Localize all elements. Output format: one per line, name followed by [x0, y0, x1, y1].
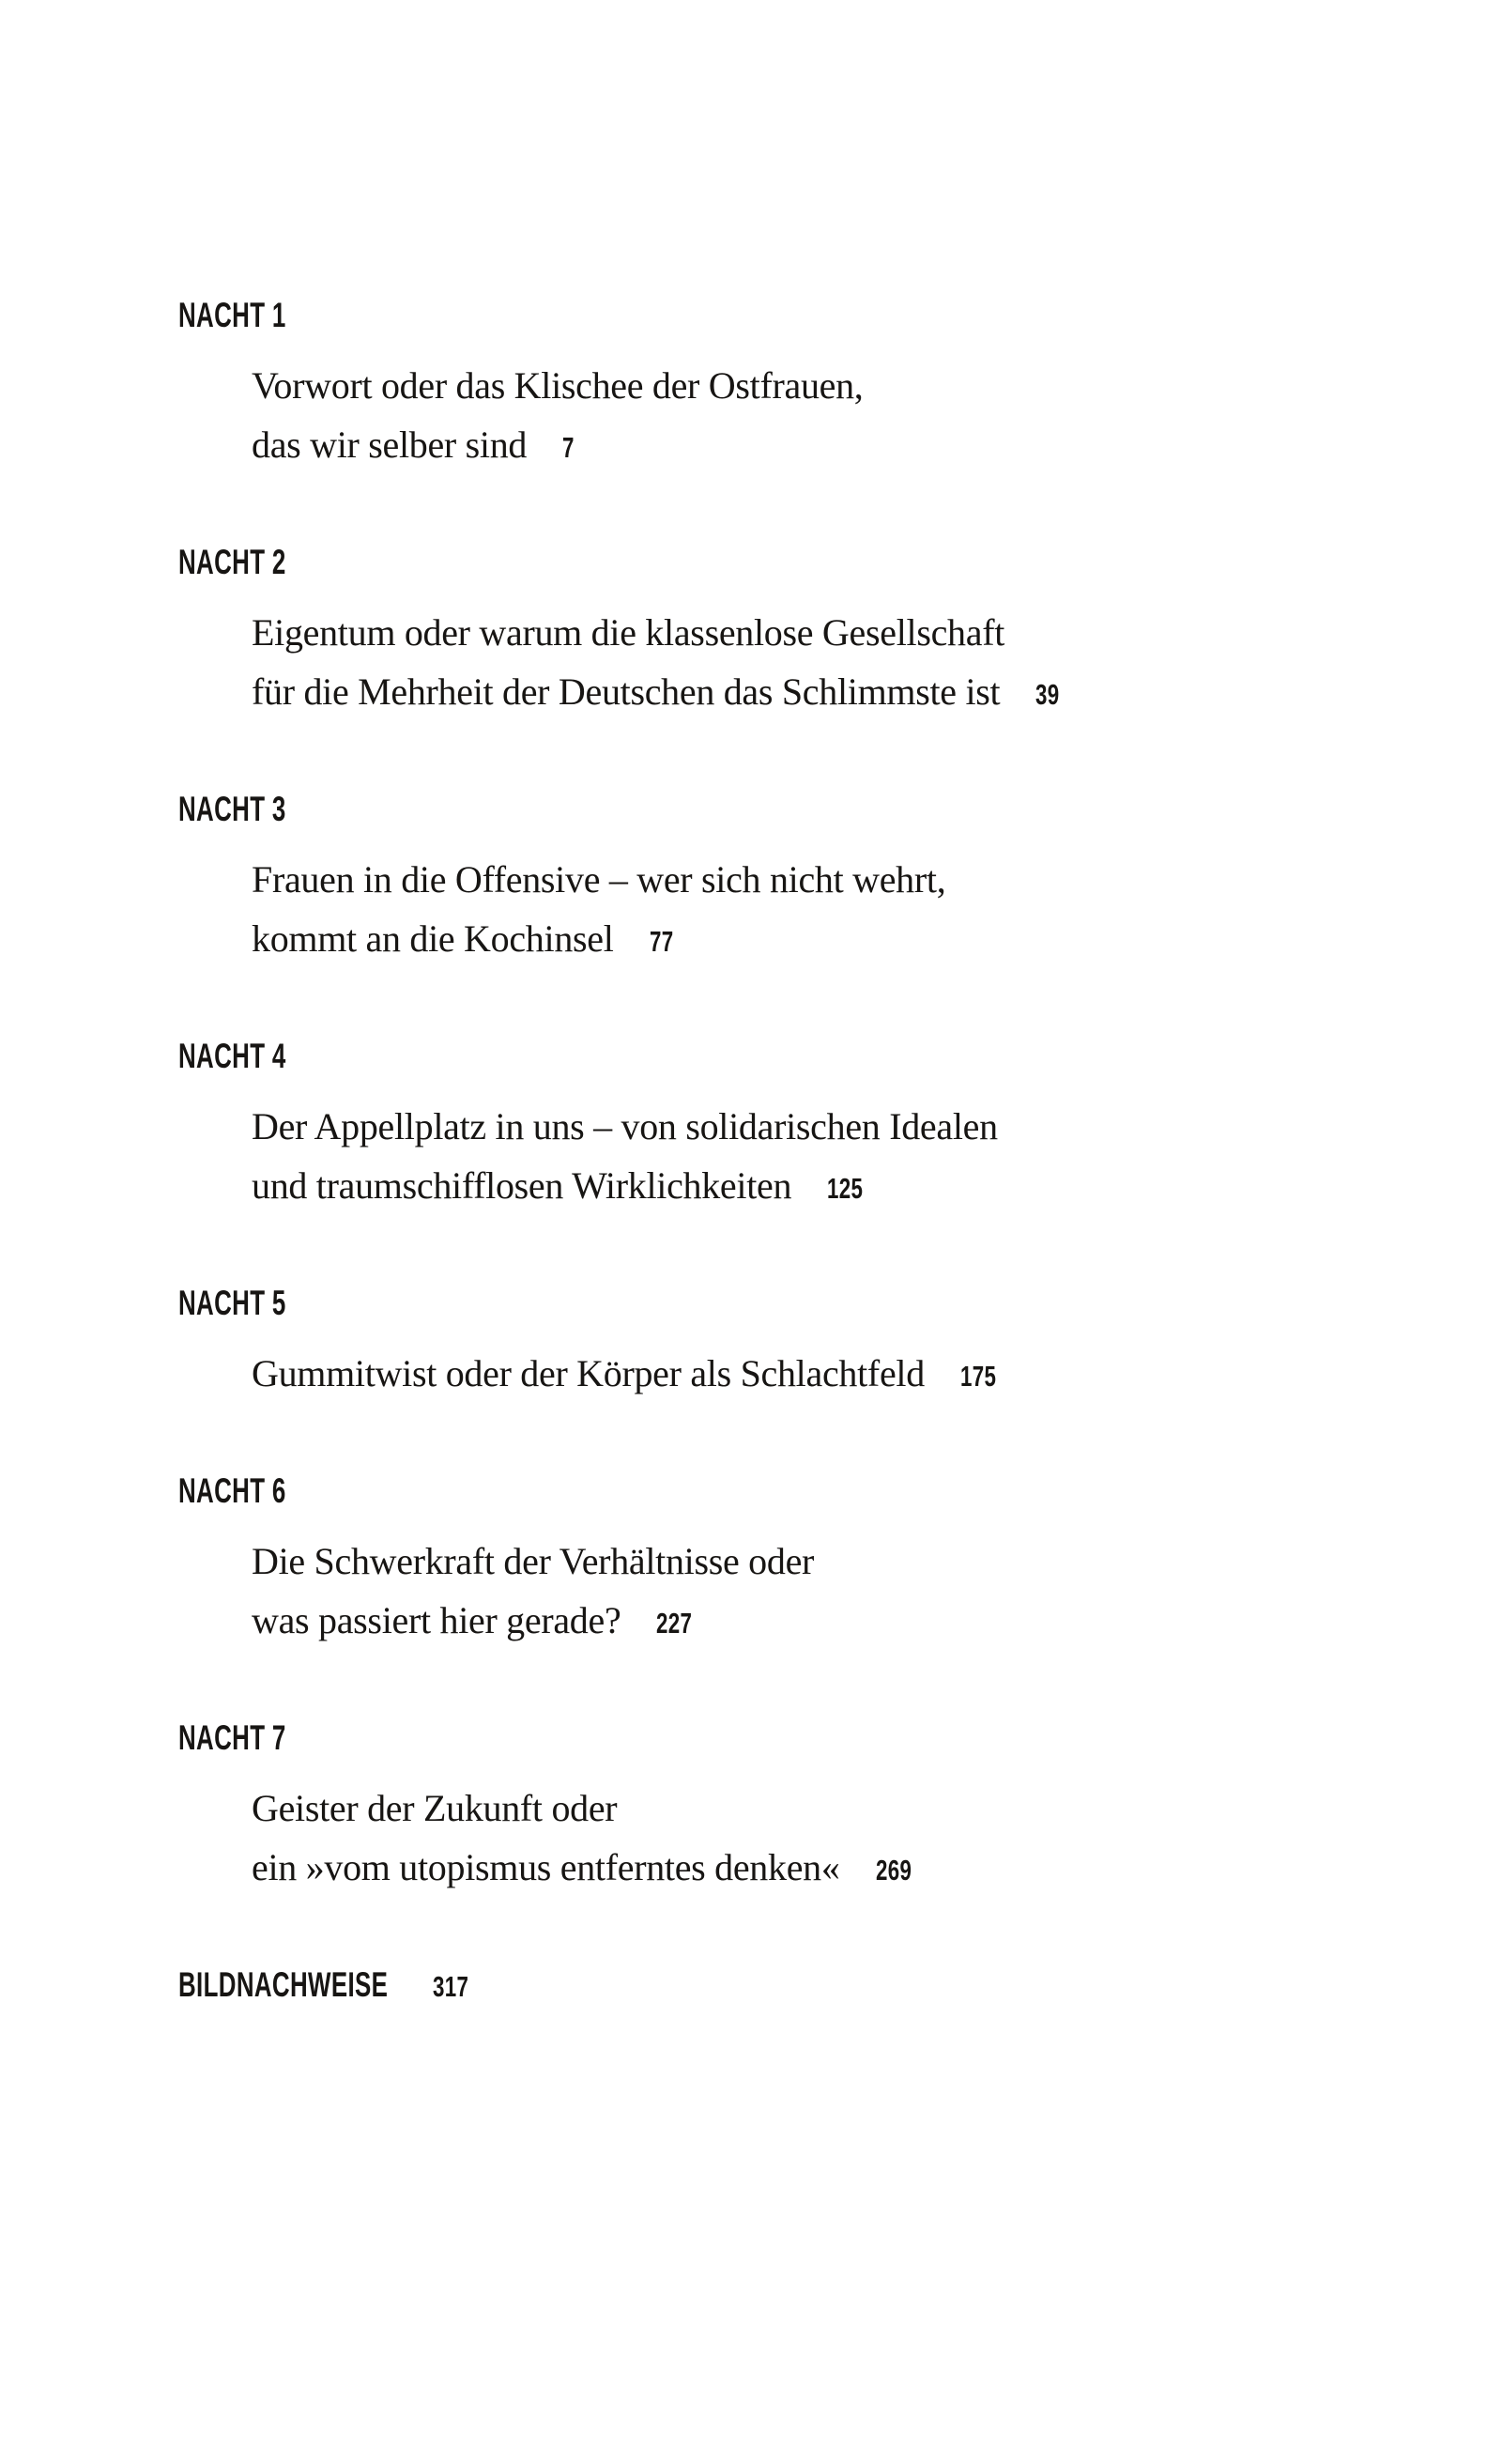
page-number: 175 — [959, 1360, 997, 1393]
toc-entry-line-text: Vorwort oder das Klischee der Ostfrauen, — [252, 364, 864, 407]
toc-entry-line-text: ein »vom utopismus entferntes denken« — [252, 1846, 840, 1888]
page-number: 227 — [656, 1607, 693, 1640]
toc-entry-heading-row — [178, 790, 1389, 828]
toc-entry-nacht-4 — [178, 1037, 1389, 1218]
toc-entry-heading: BILDNACHWEISE — [178, 1965, 389, 2004]
toc-entry-line-text: und traumschifflosen Wirklichkeiten — [252, 1164, 792, 1207]
toc-entry-line-text: für die Mehrheit der Deutschen das Schlimmste ist — [252, 670, 1001, 713]
toc-entry-line — [178, 850, 1389, 909]
page-number: 39 — [1035, 678, 1060, 711]
toc-entry-line — [178, 1344, 1389, 1406]
toc-entry-heading-row — [178, 1471, 1389, 1510]
toc-entry-line — [178, 1156, 1389, 1218]
toc-entry-line-text: Der Appellplatz in uns – von solidarischen Idealen — [252, 1105, 998, 1147]
toc-entry-line-text: Frauen in die Offensive – wer sich nicht wehrt, — [252, 858, 946, 901]
toc-entry-heading-row — [178, 1718, 1389, 1757]
toc-entry-line-text: was passiert hier gerade? — [252, 1599, 621, 1641]
page-number: 7 — [562, 431, 575, 464]
toc-entry-line — [178, 356, 1389, 415]
toc-entry-heading-row — [178, 1037, 1389, 1075]
toc-entry-nacht-6 — [178, 1471, 1389, 1653]
toc-entry-bildnachweise — [178, 1965, 1389, 2004]
page-number: 269 — [875, 1854, 912, 1886]
toc-entry-heading-row — [178, 543, 1389, 581]
toc-entry-line — [178, 1097, 1389, 1156]
toc-entry-heading: NACHT 5 — [178, 1284, 286, 1322]
toc-entry-line-text: Die Schwerkraft der Verhältnisse oder — [252, 1540, 815, 1582]
toc-entry-heading: NACHT 2 — [178, 543, 286, 581]
toc-entry-line-text: Eigentum oder warum die klassenlose Gesellschaft — [252, 611, 1005, 654]
toc-entry-line — [178, 909, 1389, 971]
toc-entry-nacht-7 — [178, 1718, 1389, 1900]
toc-entry-line — [178, 662, 1389, 724]
toc-entry-nacht-1 — [178, 296, 1389, 477]
toc-entry-heading: NACHT 1 — [178, 296, 286, 334]
toc-entry-heading: NACHT 7 — [178, 1718, 286, 1757]
toc-entry-line — [178, 1591, 1389, 1653]
page-number: 317 — [432, 1970, 469, 2003]
page-number: 125 — [827, 1172, 864, 1205]
toc-entry-line-text: Geister der Zukunft oder — [252, 1787, 618, 1829]
toc-entry-nacht-3 — [178, 790, 1389, 971]
toc-entry-nacht-5 — [178, 1286, 1389, 1406]
toc-entry-line-text: kommt an die Kochinsel — [252, 917, 614, 960]
toc-entry-line-text: Gummitwist oder der Körper als Schlachtfeld — [252, 1352, 925, 1394]
toc-entry-line — [178, 415, 1389, 477]
toc-entry-line — [178, 1838, 1389, 1900]
toc-entry-line-text: das wir selber sind — [252, 424, 528, 466]
toc-entry-line — [178, 603, 1389, 662]
toc-entry-line — [178, 1532, 1389, 1591]
page-number: 77 — [649, 925, 674, 958]
toc-entry-nacht-2 — [178, 543, 1389, 724]
toc-entry-heading: NACHT 4 — [178, 1037, 286, 1075]
toc-entry-heading-row — [178, 1286, 1389, 1320]
toc-entry-heading: NACHT 3 — [178, 790, 286, 828]
toc-entry-heading: NACHT 6 — [178, 1471, 286, 1510]
toc-entry-heading-row — [178, 296, 1389, 334]
toc-entry-line — [178, 1779, 1389, 1838]
